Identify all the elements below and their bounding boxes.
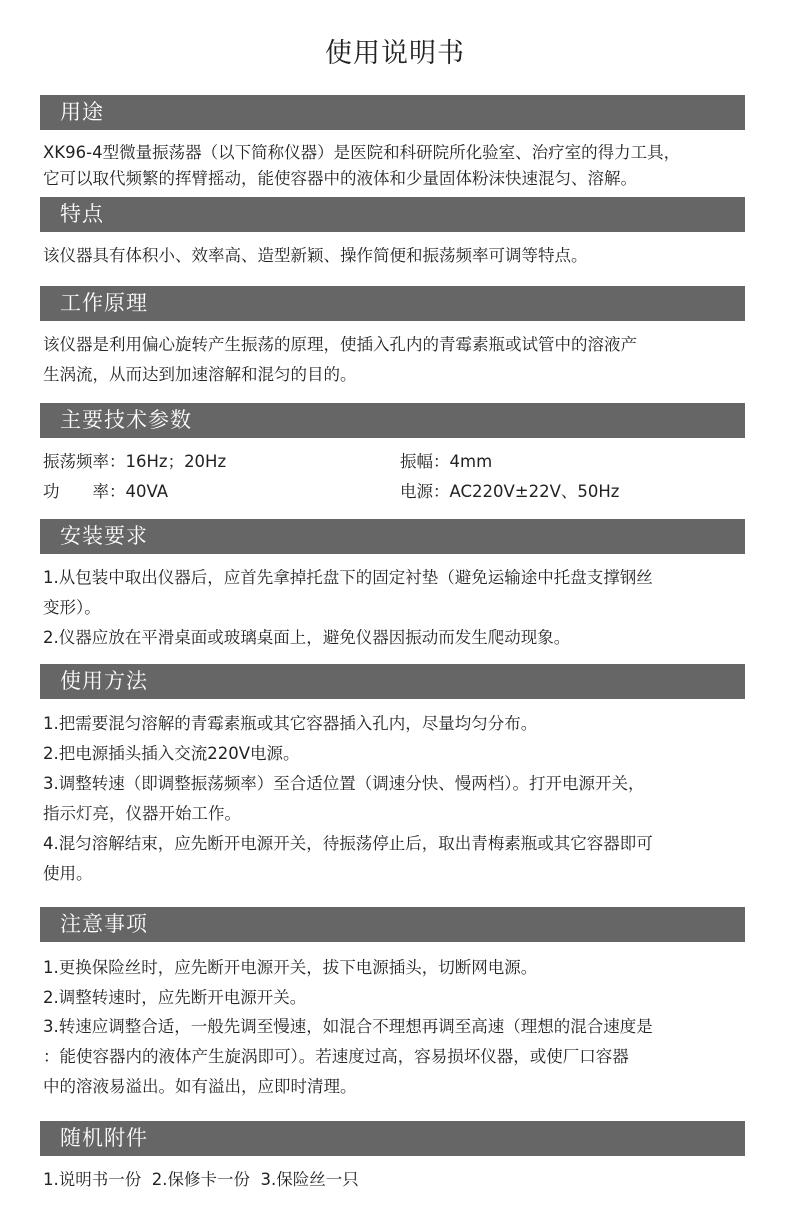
notes-line: 中的溶液易溢出。如有溢出，应即时清理。 [43,1077,357,1096]
method-line: 使用。 [43,864,93,883]
method-line: 1.把需要混匀溶解的青霉素瓶或其它容器插入孔内，尽量均匀分布。 [43,714,538,733]
install-line: 2.仪器应放在平滑桌面或玻璃桌面上，避免仪器因振动而发生爬动现象。 [43,628,571,647]
notes-line: 3.转速应调整合适，一般先调至慢速，如混合不理想再调至高速（理想的混合速度是 [43,1017,653,1036]
section-header-usage [40,95,745,130]
features-line: 该仪器具有体积小、效率高、造型新颖、操作简便和振荡频率可调等特点。 [43,246,588,265]
section-heading: 安装要求 [60,524,148,548]
section-header-accessories [40,1121,745,1156]
section-header-install [40,519,745,554]
method-line: 3.调整转速（即调整振荡频率）至合适位置（调速分快、慢两档）。打开电源开关， [43,774,645,793]
spec-power: 功 率：40VA [43,482,169,501]
section-header-notes [40,907,745,942]
notes-line: 2.调整转速时，应先断开电源开关。 [43,988,307,1007]
section-heading: 工作原理 [60,291,148,315]
section-heading: 使用方法 [60,669,148,693]
method-line: 4.混匀溶解结束，应先断开电源开关，待振荡停止后，取出青梅素瓶或其它容器即可 [43,834,653,853]
accessories-line: 1.说明书一份 2.保修卡一份 3.保险丝一只 [43,1170,359,1189]
principle-line: 生涡流，从而达到加速溶解和混匀的目的。 [43,365,357,384]
usage-line: 它可以取代频繁的挥臂摇动，能使容器中的液体和少量固体粉沫快速混匀、溶解。 [43,169,637,188]
section-heading: 主要技术参数 [60,408,192,432]
section-header-method [40,664,745,699]
page-title: 使用说明书 [325,38,465,69]
install-line: 1.从包装中取出仪器后，应首先拿掉托盘下的固定衬垫（避免运输途中托盘支撑钢丝 [43,568,653,587]
spec-frequency: 振荡频率：16Hz；20Hz [43,452,227,471]
section-heading: 注意事项 [60,912,148,936]
install-line: 变形）。 [43,598,101,617]
section-header-principle [40,286,745,321]
notes-line: ：能使容器内的液体产生旋涡即可）。若速度过高，容易损坏仪器，或使厂口容器 [43,1047,629,1066]
section-heading: 用途 [60,100,104,124]
method-line: 2.把电源插头插入交流220V电源。 [43,744,300,763]
usage-line: XK96-4型微量振荡器（以下简称仪器）是医院和科研院所化验室、治疗室的得力工具， [43,143,681,162]
section-header-specs [40,403,745,438]
method-line: 指示灯亮，仪器开始工作。 [43,804,241,823]
spec-supply: 电源：AC220V±22V、50Hz [400,482,620,501]
principle-line: 该仪器是利用偏心旋转产生振荡的原理，使插入孔内的青霉素瓶或试管中的溶液产 [43,335,637,354]
notes-line: 1.更换保险丝时，应先断开电源开关，拔下电源插头，切断网电源。 [43,958,538,977]
section-header-features [40,197,745,232]
spec-amplitude: 振幅：4mm [400,452,493,471]
section-heading: 特点 [60,202,104,226]
section-heading: 随机附件 [60,1126,148,1150]
